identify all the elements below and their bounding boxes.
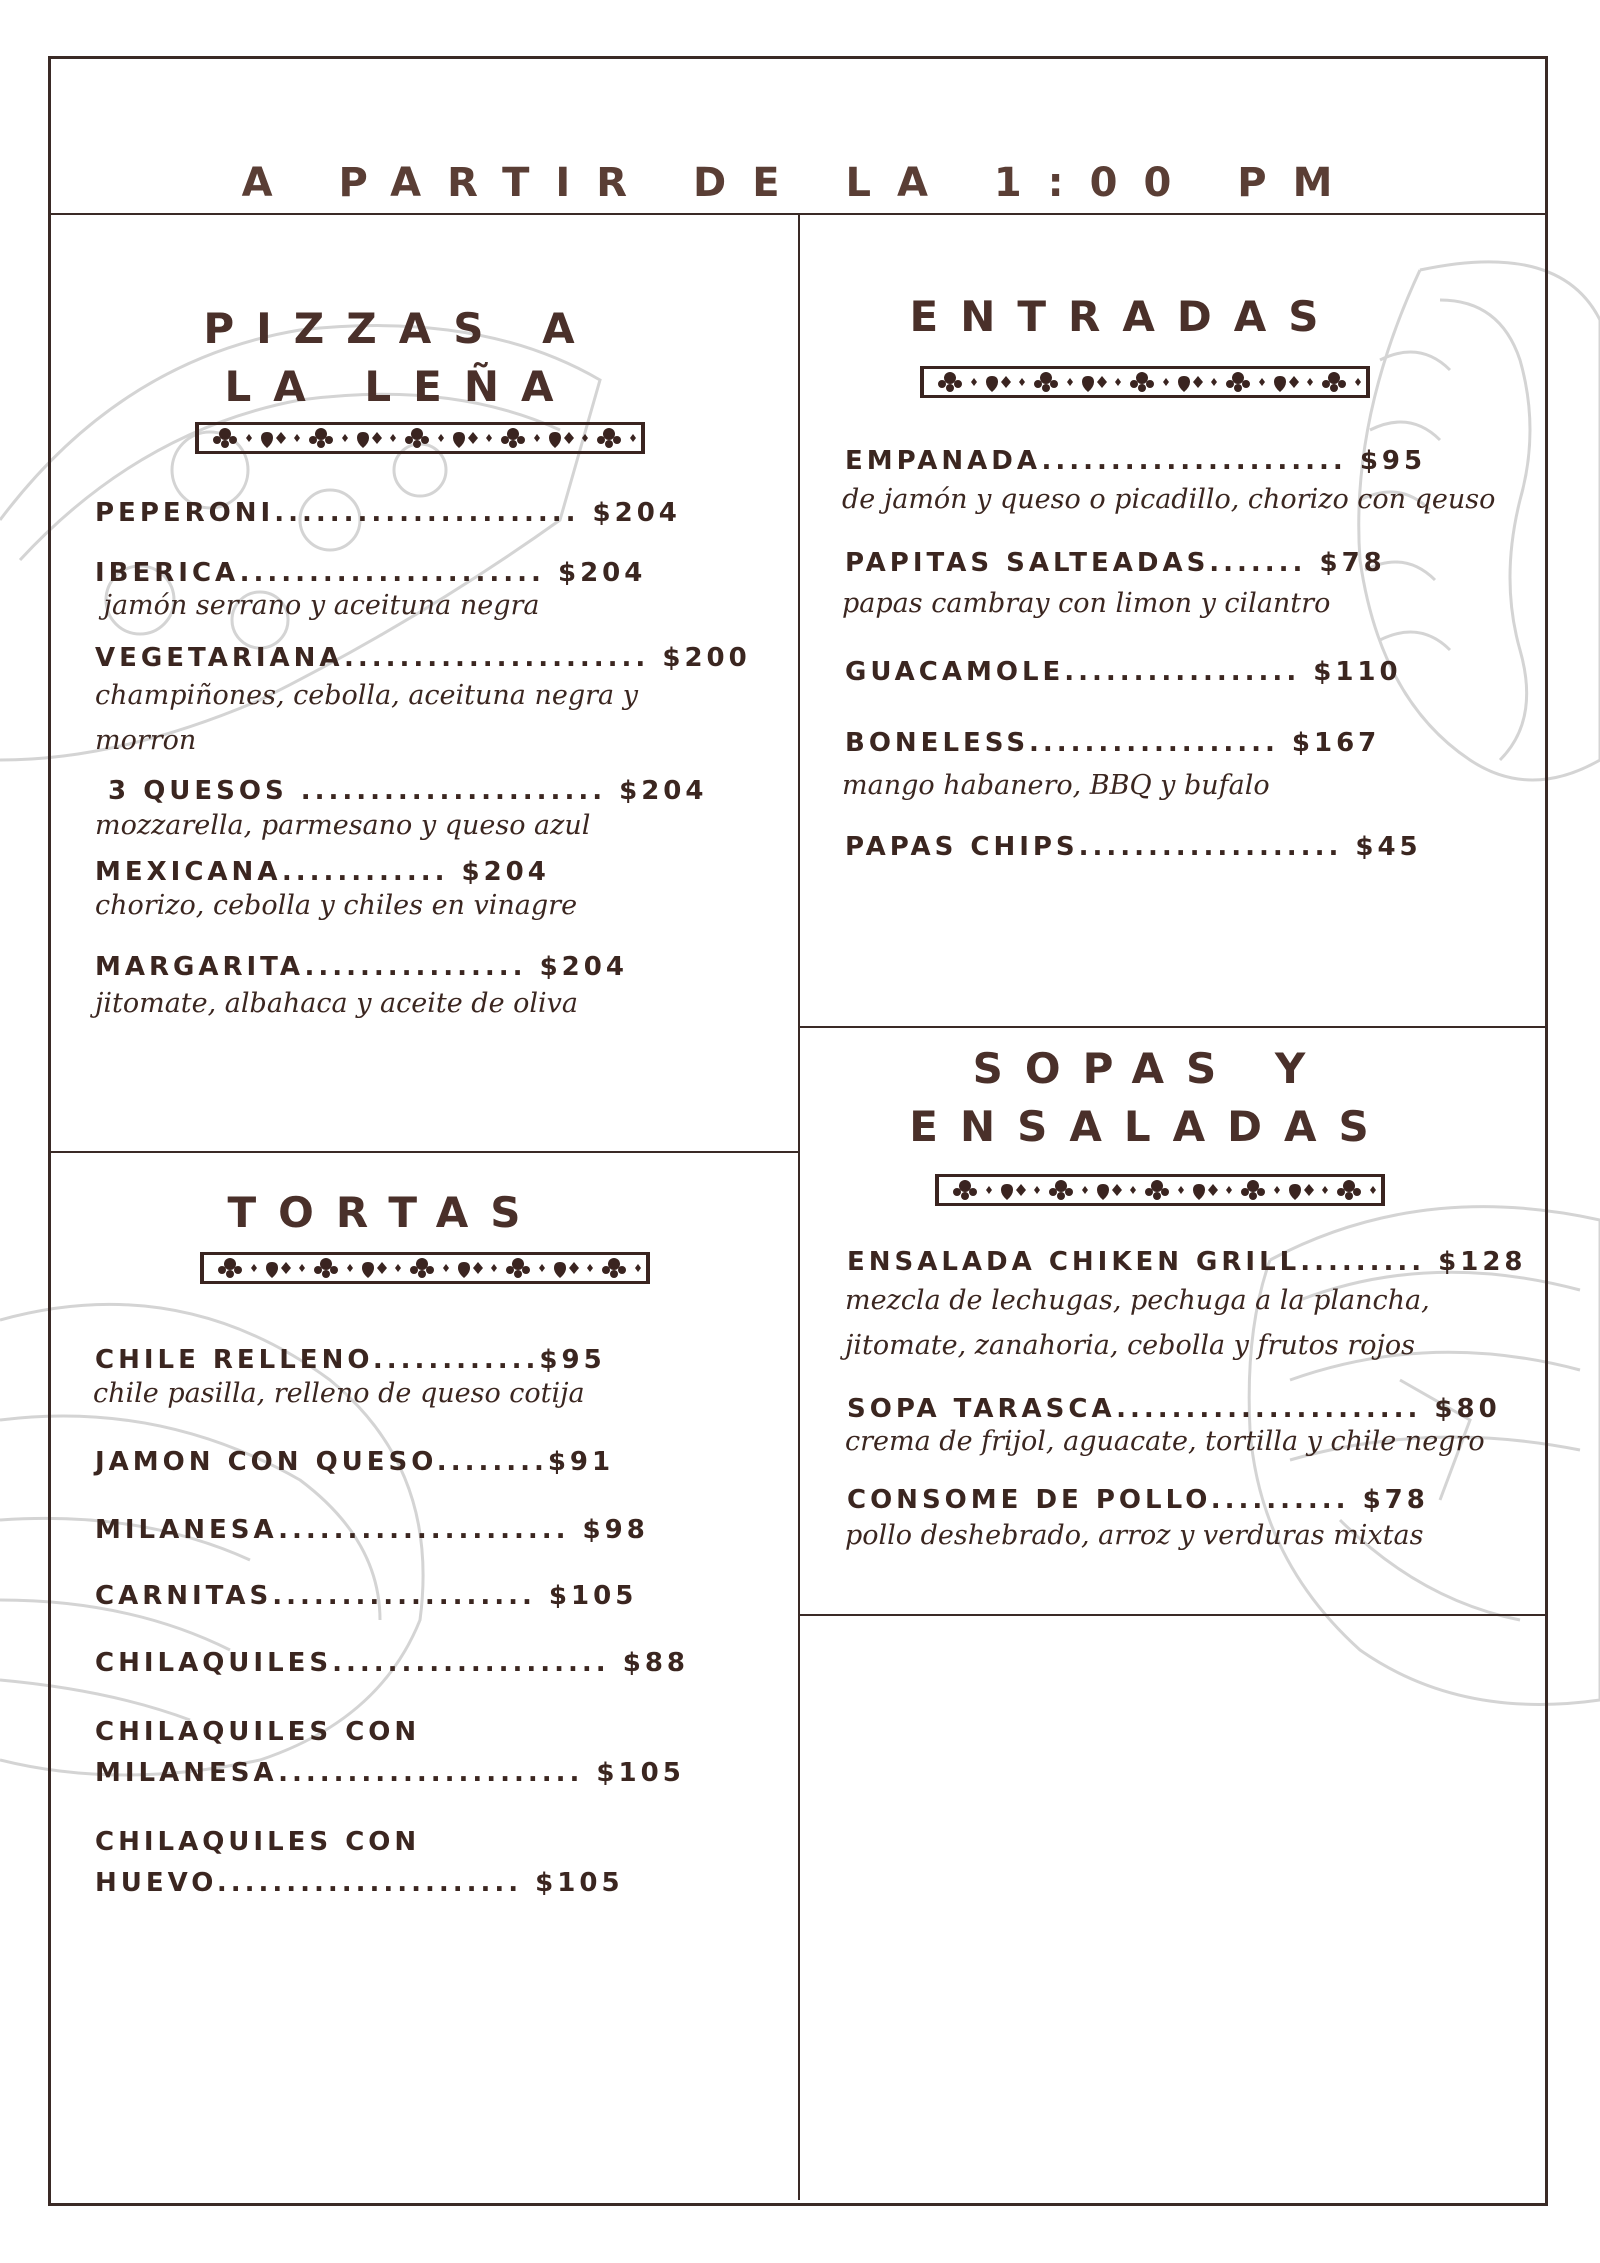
entradas-item-name: GUACAMOLE................. $110 xyxy=(845,657,1402,687)
pizza-item-name: MARGARITA................ $204 xyxy=(95,952,628,982)
tortas-item-name: CHILAQUILES CON xyxy=(95,1717,421,1747)
pizzas-ornament-icon xyxy=(195,420,645,456)
tortas-item-name: JAMON CON QUESO........$91 xyxy=(95,1447,615,1477)
entradas-item-name: BONELESS.................. $167 xyxy=(845,728,1381,758)
tortas-item-name: MILANESA...................... $105 xyxy=(95,1758,685,1788)
pizza-item-name: 3 QUESOS ...................... $204 xyxy=(95,776,708,806)
entradas-item-desc: de jamón y queso o picadillo, chorizo con qeuso xyxy=(842,484,1496,515)
tortas-ornament-icon xyxy=(200,1250,650,1286)
sopas-item-name: CONSOME DE POLLO.......... $78 xyxy=(847,1485,1429,1515)
right-section-divider-1 xyxy=(800,1026,1547,1028)
tortas-item-name: CHILE RELLENO............$95 xyxy=(95,1345,606,1375)
entradas-item-name: EMPANADA...................... $95 xyxy=(845,446,1427,476)
pizza-item-name: PEPERONI...................... $204 xyxy=(95,498,681,528)
pizza-item-name: MEXICANA............ $204 xyxy=(95,857,550,887)
entradas-item-desc: papas cambray con limon y cilantro xyxy=(842,588,1331,619)
sopas-title-line1: SOPAS Y xyxy=(972,1044,1328,1093)
pizza-item-name: VEGETARIANA...................... $200 xyxy=(95,643,751,673)
pizza-item-desc: champiñones, cebolla, aceituna negra y xyxy=(95,680,638,711)
entradas-item-desc: mango habanero, BBQ y bufalo xyxy=(842,770,1270,801)
pizza-item-desc: chorizo, cebolla y chiles en vinagre xyxy=(95,890,578,921)
sopas-title xyxy=(880,1040,1420,1156)
entradas-title: ENTRADAS xyxy=(909,292,1341,341)
tortas-item-name: HUEVO...................... $105 xyxy=(95,1868,624,1898)
tortas-title: TORTAS xyxy=(227,1188,543,1237)
tortas-item-name: CARNITAS................... $105 xyxy=(95,1581,638,1611)
column-divider xyxy=(798,215,800,2200)
tortas-item-desc: chile pasilla, relleno de queso cotija xyxy=(93,1378,585,1409)
tortas-item-name: MILANESA..................... $98 xyxy=(95,1515,649,1545)
left-section-divider xyxy=(50,1151,799,1153)
pizzas-title-line2: LA LEÑA xyxy=(224,362,576,411)
sopas-item-desc: mezcla de lechugas, pechuga a la plancha, xyxy=(845,1285,1430,1316)
sopas-item-desc: crema de frijol, aguacate, tortilla y chile negro xyxy=(845,1426,1485,1457)
pizzas-title xyxy=(150,300,650,416)
sopas-ornament-icon xyxy=(935,1172,1385,1208)
pizza-item-desc: morron xyxy=(95,725,197,756)
sopas-item-desc: pollo deshebrado, arroz y verduras mixtas xyxy=(845,1520,1424,1551)
tortas-item-name: CHILAQUILES.................... $88 xyxy=(95,1648,690,1678)
sopas-item-name: SOPA TARASCA...................... $80 xyxy=(847,1394,1501,1424)
right-section-divider-2 xyxy=(800,1614,1547,1616)
pizza-item-desc: jitomate, albahaca y aceite de oliva xyxy=(95,988,579,1019)
service-hours-banner: A PARTIR DE LA 1:00 PM xyxy=(241,160,1359,206)
pizza-item-name: IBERICA...................... $204 xyxy=(95,558,647,588)
pizzas-title-line1: PIZZAS A xyxy=(203,304,597,353)
entradas-item-name: PAPAS CHIPS................... $45 xyxy=(845,832,1422,862)
pizza-item-desc: jamón serrano y aceituna negra xyxy=(95,590,540,621)
pizza-item-desc: mozzarella, parmesano y queso azul xyxy=(95,810,591,841)
sopas-item-name: ENSALADA CHIKEN GRILL......... $128 xyxy=(847,1247,1527,1277)
entradas-ornament-icon xyxy=(920,364,1370,400)
sopas-item-desc: jitomate, zanahoria, cebolla y frutos rojos xyxy=(845,1330,1415,1361)
sopas-title-line2: ENSALADAS xyxy=(909,1102,1391,1151)
entradas-item-name: PAPITAS SALTEADAS....... $78 xyxy=(845,548,1386,578)
tortas-item-name: CHILAQUILES CON xyxy=(95,1827,421,1857)
